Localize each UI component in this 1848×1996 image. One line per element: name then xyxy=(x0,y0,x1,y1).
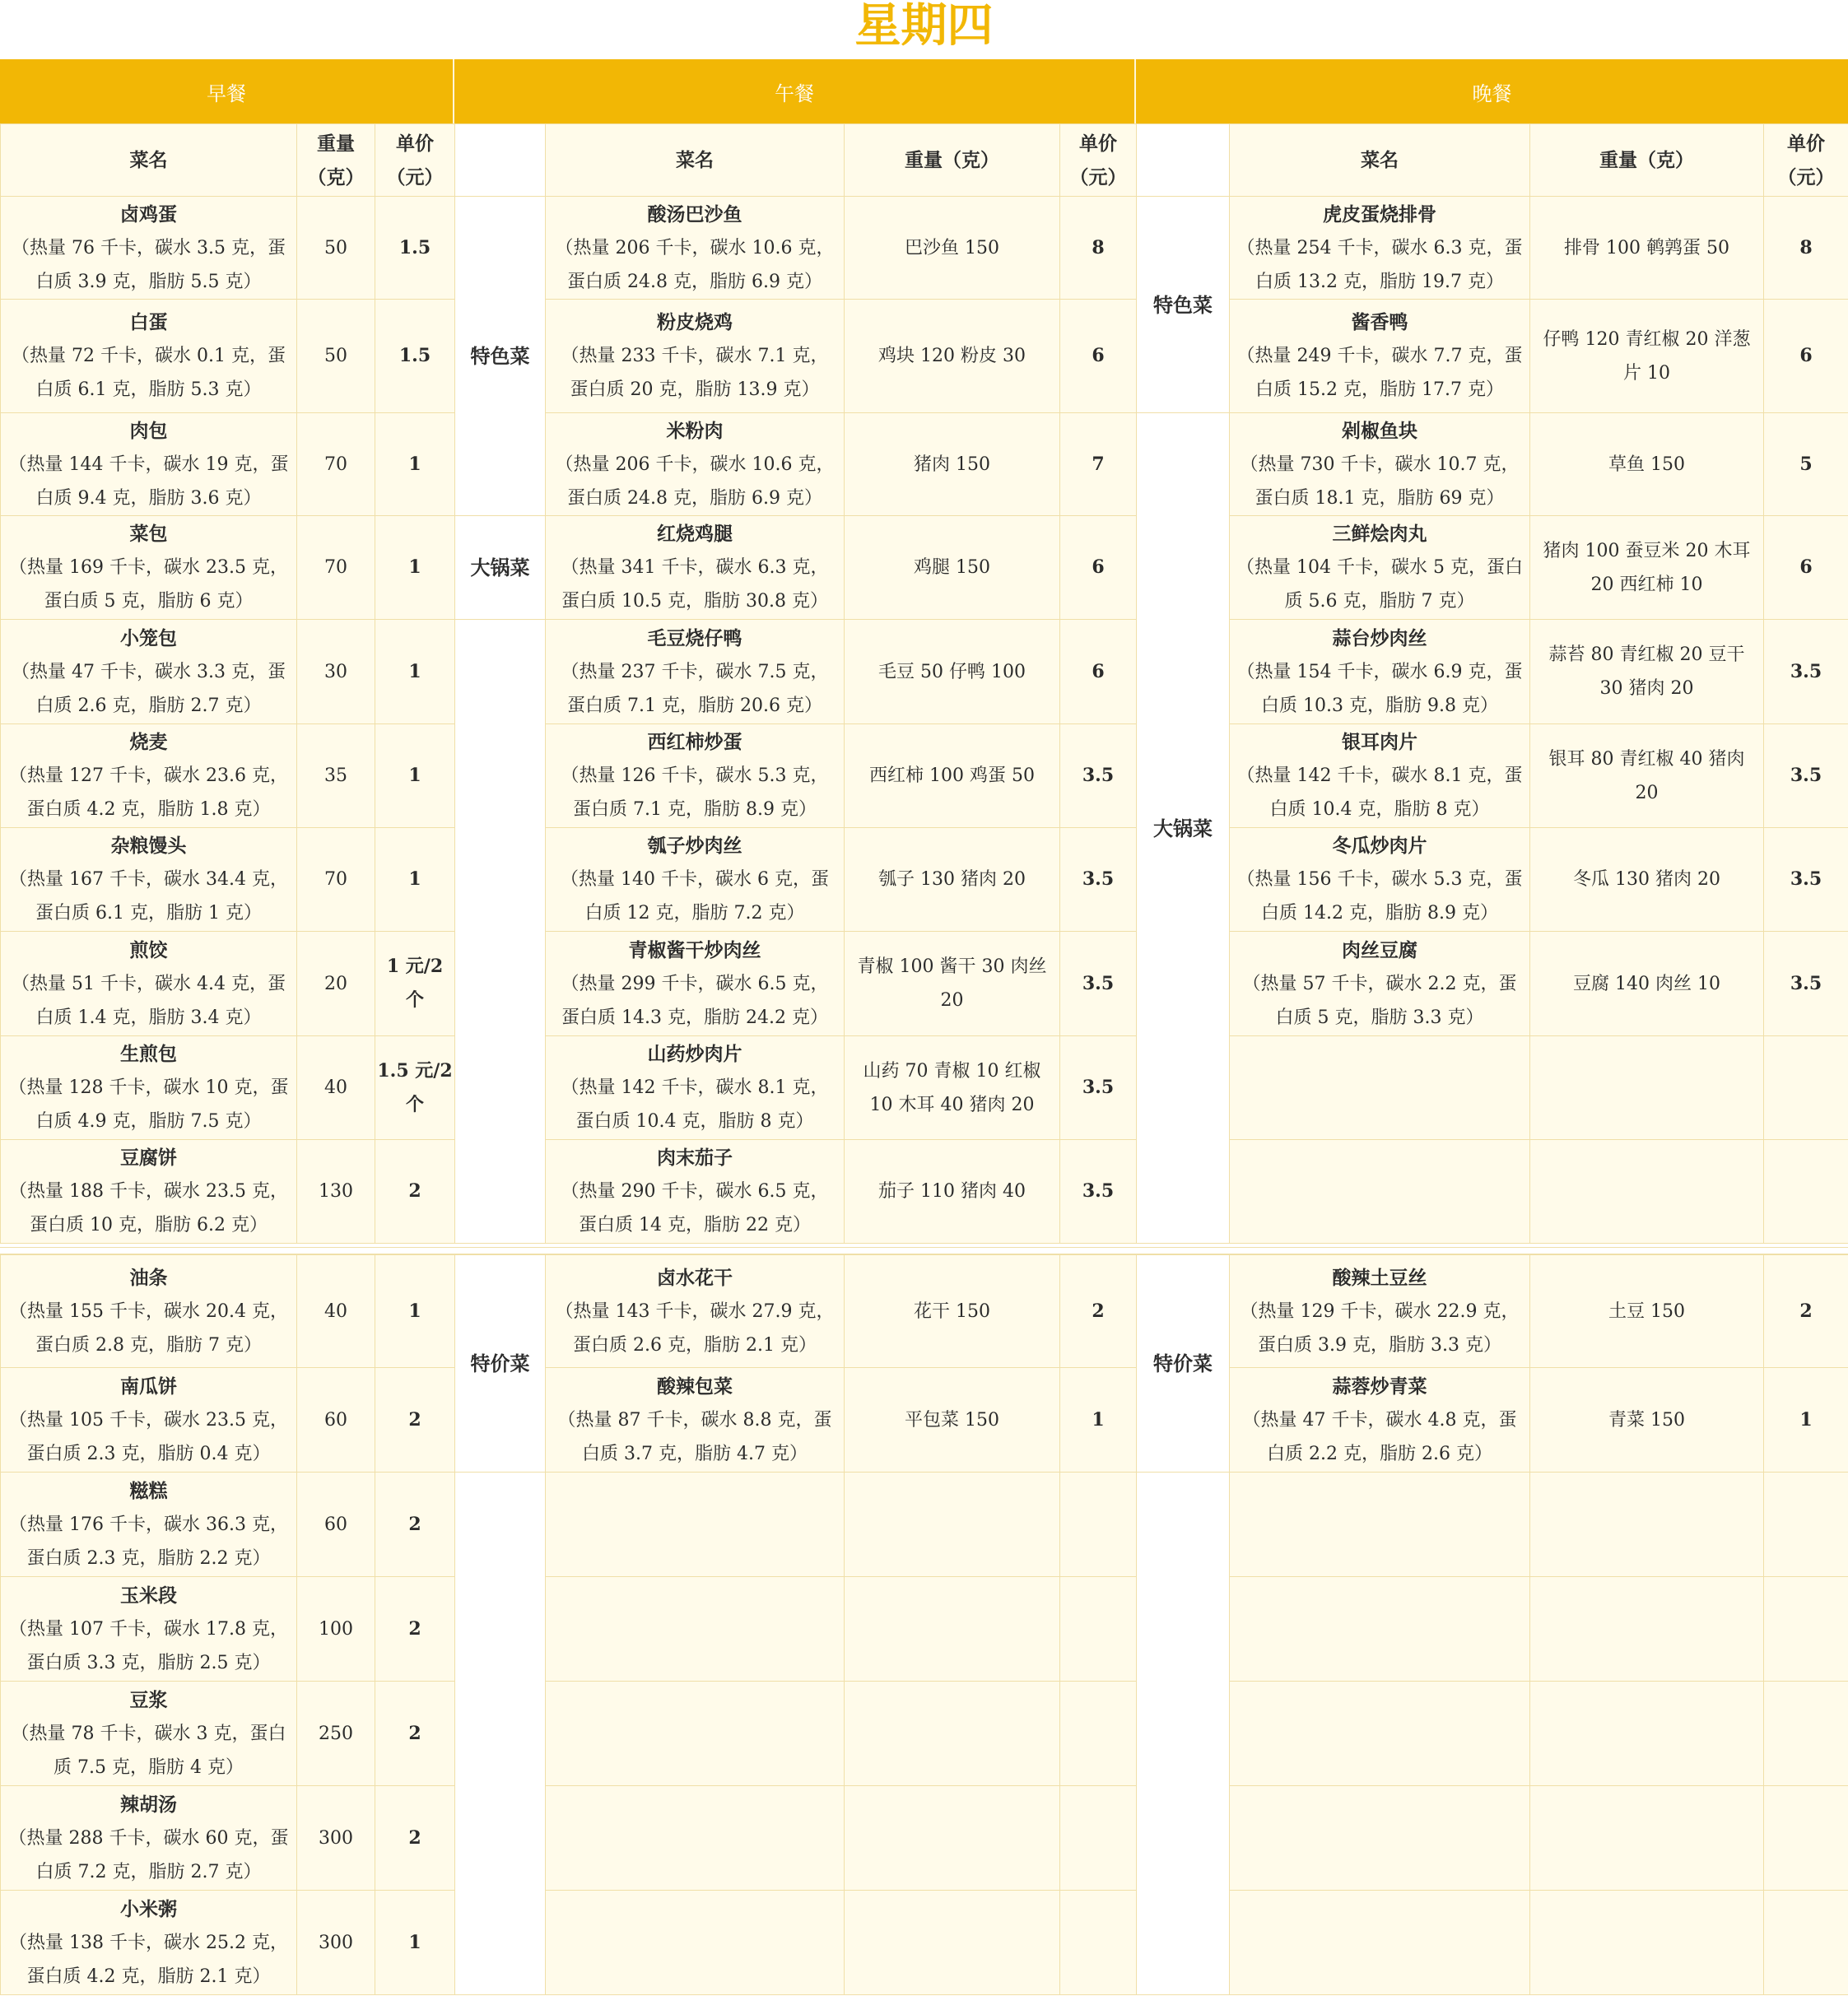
lunch-dish-name: 酸汤巴沙鱼 xyxy=(647,202,742,226)
lunch-weight: 巴沙鱼 150 xyxy=(845,197,1060,300)
lunch-price xyxy=(1060,1891,1137,1995)
lunch-weight: 猪肉 150 xyxy=(845,413,1060,516)
lunch-dish-cell xyxy=(546,1368,845,1473)
table-row xyxy=(1,516,1848,620)
dinner-weight: 仔鸭 120 青红椒 20 洋葱片 10 xyxy=(1530,300,1764,413)
dinner-dish-cell xyxy=(1230,724,1530,828)
breakfast-dish-name: 菜包 xyxy=(129,523,168,545)
breakfast-dish-nutrition: （热量 288 千卡，碳水 60 克，蛋白质 7.2 克，脂肪 2.7 克） xyxy=(8,1827,289,1882)
breakfast-dish-name: 辣胡汤 xyxy=(120,1793,177,1816)
breakfast-dish-name: 烧麦 xyxy=(129,731,168,753)
lunch-dish-name: 粉皮烧鸡 xyxy=(657,311,733,333)
lunch-dish-nutrition: （热量 206 千卡，碳水 10.6 克，蛋白质 24.8 克，脂肪 6.9 克） xyxy=(555,237,835,292)
breakfast-price: 1 xyxy=(375,1891,455,1995)
dinner-price: 8 xyxy=(1764,197,1848,300)
lunch-price xyxy=(1060,1786,1137,1891)
dinner-dish-name: 蒜台炒肉丝 xyxy=(1332,626,1427,649)
lunch-dish-nutrition: （热量 237 千卡，碳水 7.5 克，蛋白质 7.1 克，脂肪 20.6 克） xyxy=(561,661,829,716)
dinner-price: 3.5 xyxy=(1764,932,1848,1036)
breakfast-dish-cell xyxy=(1,1577,297,1682)
dinner-dish-nutrition: （热量 47 千卡，碳水 4.8 克，蛋白质 2.2 克，脂肪 2.6 克） xyxy=(1242,1409,1517,1464)
breakfast-dish-cell xyxy=(1,1473,297,1577)
breakfast-weight: 35 xyxy=(297,724,375,828)
menu-table-discount xyxy=(0,1254,1848,1995)
lunch-dish-name: 卤水花干 xyxy=(657,1266,733,1289)
dinner-weight xyxy=(1530,1473,1764,1577)
table-row xyxy=(1,620,1848,724)
dinner-weight xyxy=(1530,1786,1764,1891)
breakfast-dish-name: 糍糕 xyxy=(129,1479,168,1502)
dinner-dish-name: 冬瓜炒肉片 xyxy=(1332,835,1427,857)
breakfast-price: 2 xyxy=(375,1473,455,1577)
breakfast-dish-nutrition: （热量 127 千卡，碳水 23.6 克，蛋白质 4.2 克，脂肪 1.8 克） xyxy=(9,765,288,820)
breakfast-dish-cell xyxy=(1,516,297,620)
breakfast-dish-name: 杂粮馒头 xyxy=(110,835,187,857)
dinner-price: 3.5 xyxy=(1764,620,1848,724)
breakfast-weight: 40 xyxy=(297,1036,375,1140)
breakfast-dish-name: 肉包 xyxy=(129,419,168,442)
lunch-dish-cell xyxy=(546,1682,845,1786)
dinner-price: 3.5 xyxy=(1764,724,1848,828)
dinner-dish-nutrition: （热量 254 千卡，碳水 6.3 克，蛋白质 13.2 克，脂肪 19.7 克） xyxy=(1236,237,1523,292)
dinner-weight: 猪肉 100 蚕豆米 20 木耳 20 西红柿 10 xyxy=(1530,516,1764,620)
dinner-weight: 青菜 150 xyxy=(1530,1368,1764,1473)
table-row xyxy=(1,1140,1848,1244)
dinner-dish-name: 银耳肉片 xyxy=(1342,731,1417,753)
dinner-dish-cell xyxy=(1230,300,1530,413)
breakfast-weight: 300 xyxy=(297,1786,375,1891)
breakfast-price: 2 xyxy=(375,1786,455,1891)
dinner-category-header xyxy=(1137,124,1230,197)
dinner-price xyxy=(1764,1140,1848,1244)
dinner-dish-nutrition: （热量 154 千卡，碳水 6.9 克，蛋白质 10.3 克，脂肪 9.8 克） xyxy=(1236,661,1523,716)
breakfast-dish-name: 卤鸡蛋 xyxy=(120,202,177,226)
section-divider xyxy=(0,1247,1848,1254)
breakfast-price: 2 xyxy=(375,1577,455,1682)
lunch-dish-name: 毛豆烧仔鸭 xyxy=(647,626,742,649)
lunch-dish-cell xyxy=(546,724,845,828)
lunch-dish-cell xyxy=(546,1473,845,1577)
dinner-dish-cell xyxy=(1230,1682,1530,1786)
dinner-price: 3.5 xyxy=(1764,828,1848,932)
dinner-weight: 草鱼 150 xyxy=(1530,413,1764,516)
breakfast-dish-nutrition: （热量 76 千卡，碳水 3.5 克，蛋白质 3.9 克，脂肪 5.5 克） xyxy=(12,237,286,292)
lunch-dish-nutrition: （热量 233 千卡，碳水 7.1 克，蛋白质 20 克，脂肪 13.9 克） xyxy=(561,346,829,400)
table-row xyxy=(1,1577,1848,1682)
lunch-dish-nutrition: （热量 140 千卡，碳水 6 克，蛋白质 12 克，脂肪 7.2 克） xyxy=(561,869,829,924)
table-row xyxy=(1,724,1848,828)
lunch-price: 6 xyxy=(1060,516,1137,620)
lunch-price xyxy=(1060,1473,1137,1577)
breakfast-dish-cell xyxy=(1,932,297,1036)
table-row xyxy=(1,413,1848,516)
lunch-weight: 鸡腿 150 xyxy=(845,516,1060,620)
dinner-dish-name: 蒜蓉炒青菜 xyxy=(1332,1375,1427,1398)
dinner-weight: 豆腐 140 肉丝 10 xyxy=(1530,932,1764,1036)
dinner-dish-nutrition: （热量 104 千卡，碳水 5 克，蛋白质 5.6 克，脂肪 7 克） xyxy=(1236,557,1523,612)
dinner-dish-nutrition: （热量 142 千卡，碳水 8.1 克，蛋白质 10.4 克，脂肪 8 克） xyxy=(1236,765,1523,820)
breakfast-dish-cell xyxy=(1,1891,297,1995)
breakfast-dish-cell xyxy=(1,197,297,300)
breakfast-dish-name: 玉米段 xyxy=(120,1584,177,1607)
dinner-dish-cell xyxy=(1230,1255,1530,1368)
lunch-dish-cell xyxy=(546,1036,845,1140)
lunch-weight: 茄子 110 猪肉 40 xyxy=(845,1140,1060,1244)
breakfast-weight: 130 xyxy=(297,1140,375,1244)
dinner-dish-nutrition: （热量 730 千卡，碳水 10.7 克，蛋白质 18.1 克，脂肪 69 克） xyxy=(1240,454,1520,509)
lunch-weight-header: 重量（克） xyxy=(845,124,1060,197)
dinner-weight-header: 重量（克） xyxy=(1530,124,1764,197)
dinner-price: 5 xyxy=(1764,413,1848,516)
lunch-dish-nutrition: （热量 87 千卡，碳水 8.8 克，蛋白质 3.7 克，脂肪 4.7 克） xyxy=(557,1409,832,1464)
breakfast-price: 1.5 xyxy=(375,300,455,413)
dinner-dish-name: 剁椒鱼块 xyxy=(1342,419,1417,442)
lunch-dish-header: 菜名 xyxy=(546,124,845,197)
column-header-row xyxy=(1,124,1848,197)
table-row xyxy=(1,197,1848,300)
dinner-weight: 土豆 150 xyxy=(1530,1255,1764,1368)
dinner-price xyxy=(1764,1473,1848,1577)
dinner-dish-name: 酱香鸭 xyxy=(1351,311,1408,333)
breakfast-dish-nutrition: （热量 78 千卡，碳水 3 克，蛋白质 7.5 克，脂肪 4 克） xyxy=(11,1723,286,1778)
table-row xyxy=(1,1473,1848,1577)
lunch-dish-nutrition: （热量 143 千卡，碳水 27.9 克，蛋白质 2.6 克，脂肪 2.1 克） xyxy=(555,1300,835,1356)
breakfast-dish-nutrition: （热量 72 千卡，碳水 0.1 克，蛋白质 6.1 克，脂肪 5.3 克） xyxy=(12,346,286,400)
dinner-dish-nutrition: （热量 156 千卡，碳水 5.3 克，蛋白质 14.2 克，脂肪 8.9 克） xyxy=(1236,869,1523,924)
breakfast-price: 2 xyxy=(375,1682,455,1786)
lunch-dish-name: 酸辣包菜 xyxy=(657,1375,733,1398)
dinner-weight: 冬瓜 130 猪肉 20 xyxy=(1530,828,1764,932)
dinner-dish-cell xyxy=(1230,828,1530,932)
breakfast-dish-nutrition: （热量 51 千卡，碳水 4.4 克，蛋白质 1.4 克，脂肪 3.4 克） xyxy=(12,973,286,1028)
breakfast-header: 早餐 xyxy=(0,59,454,123)
breakfast-price: 1 xyxy=(375,516,455,620)
page-title: 星期四 xyxy=(854,0,994,53)
table-row xyxy=(1,932,1848,1036)
lunch-dish-nutrition: （热量 290 千卡，碳水 6.5 克，蛋白质 14 克，脂肪 22 克） xyxy=(561,1181,829,1235)
lunch-category-blank xyxy=(455,1473,546,1995)
breakfast-weight: 250 xyxy=(297,1682,375,1786)
breakfast-weight: 20 xyxy=(297,932,375,1036)
lunch-weight: 鸡块 120 粉皮 30 xyxy=(845,300,1060,413)
breakfast-dish-nutrition: （热量 188 千卡，碳水 23.5 克，蛋白质 10 克，脂肪 6.2 克） xyxy=(9,1181,288,1235)
lunch-dish-cell xyxy=(546,932,845,1036)
breakfast-dish-cell xyxy=(1,828,297,932)
lunch-price: 1 xyxy=(1060,1368,1137,1473)
lunch-weight xyxy=(845,1891,1060,1995)
lunch-dish-name: 瓠子炒肉丝 xyxy=(647,835,742,857)
table-row xyxy=(1,1682,1848,1786)
dinner-dish-cell xyxy=(1230,516,1530,620)
lunch-dish-nutrition: （热量 341 千卡，碳水 6.3 克，蛋白质 10.5 克，脂肪 30.8 克） xyxy=(561,557,829,612)
lunch-price: 3.5 xyxy=(1060,1036,1137,1140)
table-row xyxy=(1,300,1848,413)
lunch-dish-cell xyxy=(546,197,845,300)
lunch-category-bigpot: 大锅菜 xyxy=(455,516,546,620)
breakfast-dish-nutrition: （热量 144 千卡，碳水 19 克，蛋白质 9.4 克，脂肪 3.6 克） xyxy=(8,454,289,509)
lunch-dish-nutrition: （热量 126 千卡，碳水 5.3 克，蛋白质 7.1 克，脂肪 8.9 克） xyxy=(561,765,829,820)
dinner-dish-nutrition: （热量 249 千卡，碳水 7.7 克，蛋白质 15.2 克，脂肪 17.7 克） xyxy=(1236,346,1523,400)
breakfast-dish-name: 油条 xyxy=(129,1266,168,1289)
breakfast-price-header: 单价（元） xyxy=(375,124,455,197)
breakfast-dish-nutrition: （热量 155 千卡，碳水 20.4 克，蛋白质 2.8 克，脂肪 7 克） xyxy=(9,1300,288,1356)
lunch-dish-cell xyxy=(546,1255,845,1368)
breakfast-dish-name: 煎饺 xyxy=(129,938,168,961)
lunch-dish-cell xyxy=(546,1577,845,1682)
breakfast-weight: 50 xyxy=(297,300,375,413)
lunch-dish-cell xyxy=(546,300,845,413)
dinner-price xyxy=(1764,1682,1848,1786)
dinner-weight xyxy=(1530,1140,1764,1244)
lunch-header: 午餐 xyxy=(454,59,1136,123)
dinner-dish-cell xyxy=(1230,620,1530,724)
dinner-category-bigpot: 大锅菜 xyxy=(1137,413,1230,1244)
dinner-dish-name: 酸辣土豆丝 xyxy=(1332,1266,1427,1289)
breakfast-price: 2 xyxy=(375,1140,455,1244)
dinner-dish-cell xyxy=(1230,1140,1530,1244)
lunch-price: 7 xyxy=(1060,413,1137,516)
breakfast-dish-nutrition: （热量 138 千卡，碳水 25.2 克，蛋白质 4.2 克，脂肪 2.1 克） xyxy=(9,1932,288,1987)
dinner-header: 晚餐 xyxy=(1136,59,1848,123)
menu-table-main xyxy=(0,123,1848,1244)
breakfast-weight: 40 xyxy=(297,1255,375,1368)
breakfast-dish-name: 小笼包 xyxy=(120,626,177,649)
breakfast-dish-name: 豆腐饼 xyxy=(120,1147,177,1169)
dinner-dish-cell xyxy=(1230,1473,1530,1577)
dinner-weight xyxy=(1530,1036,1764,1140)
table-row xyxy=(1,828,1848,932)
lunch-category-discount: 特价菜 xyxy=(455,1255,546,1473)
breakfast-dish-name: 白蛋 xyxy=(129,311,168,333)
lunch-price: 3.5 xyxy=(1060,1140,1137,1244)
lunch-price: 3.5 xyxy=(1060,828,1137,932)
lunch-price xyxy=(1060,1577,1137,1682)
dinner-price xyxy=(1764,1036,1848,1140)
breakfast-price: 1 xyxy=(375,828,455,932)
lunch-dish-cell xyxy=(546,1891,845,1995)
breakfast-weight: 60 xyxy=(297,1368,375,1473)
lunch-weight xyxy=(845,1682,1060,1786)
breakfast-dish-cell xyxy=(1,413,297,516)
dinner-price: 1 xyxy=(1764,1368,1848,1473)
lunch-category-blank xyxy=(455,620,546,1244)
dinner-dish-cell xyxy=(1230,1577,1530,1682)
lunch-category-special: 特色菜 xyxy=(455,197,546,516)
breakfast-weight-header: 重量（克） xyxy=(297,124,375,197)
breakfast-dish-name: 小米粥 xyxy=(120,1897,177,1920)
dinner-dish-name: 三鲜烩肉丸 xyxy=(1332,523,1427,545)
lunch-weight: 平包菜 150 xyxy=(845,1368,1060,1473)
lunch-weight: 山药 70 青椒 10 红椒 10 木耳 40 猪肉 20 xyxy=(845,1036,1060,1140)
dinner-weight xyxy=(1530,1682,1764,1786)
breakfast-dish-cell xyxy=(1,620,297,724)
lunch-dish-name: 肉末茄子 xyxy=(657,1147,733,1169)
breakfast-price: 1 xyxy=(375,1255,455,1368)
dinner-price xyxy=(1764,1891,1848,1995)
dinner-dish-cell xyxy=(1230,197,1530,300)
dinner-dish-cell xyxy=(1230,1891,1530,1995)
breakfast-price: 1.5 xyxy=(375,197,455,300)
dinner-dish-name: 肉丝豆腐 xyxy=(1342,938,1417,961)
lunch-price: 6 xyxy=(1060,620,1137,724)
dinner-dish-nutrition: （热量 129 千卡，碳水 22.9 克，蛋白质 3.9 克，脂肪 3.3 克） xyxy=(1240,1300,1520,1356)
table-row xyxy=(1,1255,1848,1368)
breakfast-dish-cell xyxy=(1,1682,297,1786)
lunch-dish-name: 西红柿炒蛋 xyxy=(647,731,742,753)
breakfast-dish-cell xyxy=(1,300,297,413)
table-row xyxy=(1,1891,1848,1995)
breakfast-price: 1 xyxy=(375,620,455,724)
breakfast-dish-nutrition: （热量 107 千卡，碳水 17.8 克，蛋白质 3.3 克，脂肪 2.5 克） xyxy=(9,1618,288,1673)
lunch-price: 2 xyxy=(1060,1255,1137,1368)
lunch-weight xyxy=(845,1577,1060,1682)
breakfast-price: 1.5 元/2 个 xyxy=(375,1036,455,1140)
breakfast-dish-cell xyxy=(1,1255,297,1368)
lunch-dish-cell xyxy=(546,413,845,516)
lunch-dish-nutrition: （热量 299 千卡，碳水 6.5 克，蛋白质 14.3 克，脂肪 24.2 克） xyxy=(561,973,829,1028)
lunch-weight xyxy=(845,1786,1060,1891)
dinner-price: 6 xyxy=(1764,516,1848,620)
lunch-category-header xyxy=(455,124,546,197)
lunch-dish-cell xyxy=(546,1786,845,1891)
breakfast-weight: 30 xyxy=(297,620,375,724)
breakfast-price: 1 xyxy=(375,724,455,828)
lunch-dish-name: 山药炒肉片 xyxy=(647,1043,742,1065)
table-row xyxy=(1,1368,1848,1473)
dinner-weight xyxy=(1530,1577,1764,1682)
breakfast-dish-name: 豆浆 xyxy=(129,1688,168,1711)
breakfast-weight: 60 xyxy=(297,1473,375,1577)
dinner-dish-cell xyxy=(1230,1036,1530,1140)
breakfast-dish-cell xyxy=(1,1786,297,1891)
dinner-dish-cell xyxy=(1230,1786,1530,1891)
lunch-dish-cell xyxy=(546,516,845,620)
dinner-price: 2 xyxy=(1764,1255,1848,1368)
lunch-weight: 瓠子 130 猪肉 20 xyxy=(845,828,1060,932)
dinner-category-discount: 特价菜 xyxy=(1137,1255,1230,1473)
breakfast-price: 1 元/2 个 xyxy=(375,932,455,1036)
dinner-dish-cell xyxy=(1230,413,1530,516)
breakfast-dish-name: 生煎包 xyxy=(120,1043,177,1065)
table-row xyxy=(1,1036,1848,1140)
breakfast-weight: 70 xyxy=(297,413,375,516)
breakfast-dish-nutrition: （热量 169 千卡，碳水 23.5 克，蛋白质 5 克，脂肪 6 克） xyxy=(9,557,288,612)
lunch-dish-name: 青椒酱干炒肉丝 xyxy=(628,938,761,961)
breakfast-price: 2 xyxy=(375,1368,455,1473)
breakfast-dish-cell xyxy=(1,1036,297,1140)
breakfast-dish-header: 菜名 xyxy=(1,124,297,197)
lunch-dish-cell xyxy=(546,1140,845,1244)
breakfast-weight: 70 xyxy=(297,828,375,932)
dinner-category-blank xyxy=(1137,1473,1230,1995)
breakfast-dish-nutrition: （热量 128 千卡，碳水 10 克，蛋白质 4.9 克，脂肪 7.5 克） xyxy=(8,1077,289,1132)
breakfast-price: 1 xyxy=(375,413,455,516)
dinner-price xyxy=(1764,1577,1848,1682)
lunch-price xyxy=(1060,1682,1137,1786)
breakfast-dish-nutrition: （热量 105 千卡，碳水 23.5 克，蛋白质 2.3 克，脂肪 0.4 克） xyxy=(9,1409,288,1464)
dinner-weight: 银耳 80 青红椒 40 猪肉 20 xyxy=(1530,724,1764,828)
breakfast-weight: 70 xyxy=(297,516,375,620)
lunch-weight xyxy=(845,1473,1060,1577)
lunch-weight: 西红柿 100 鸡蛋 50 xyxy=(845,724,1060,828)
breakfast-weight: 100 xyxy=(297,1577,375,1682)
lunch-dish-cell xyxy=(546,828,845,932)
lunch-dish-nutrition: （热量 206 千卡，碳水 10.6 克，蛋白质 24.8 克，脂肪 6.9 克） xyxy=(555,454,835,509)
dinner-dish-cell xyxy=(1230,1368,1530,1473)
dinner-weight: 蒜苔 80 青红椒 20 豆干 30 猪肉 20 xyxy=(1530,620,1764,724)
dinner-category-special: 特色菜 xyxy=(1137,197,1230,413)
breakfast-dish-nutrition: （热量 47 千卡，碳水 3.3 克，蛋白质 2.6 克，脂肪 2.7 克） xyxy=(12,661,286,716)
breakfast-weight: 300 xyxy=(297,1891,375,1995)
lunch-dish-nutrition: （热量 142 千卡，碳水 8.1 克，蛋白质 10.4 克，脂肪 8 克） xyxy=(561,1077,829,1132)
lunch-weight: 毛豆 50 仔鸭 100 xyxy=(845,620,1060,724)
dinner-price: 6 xyxy=(1764,300,1848,413)
dinner-weight: 排骨 100 鹌鹑蛋 50 xyxy=(1530,197,1764,300)
lunch-price: 6 xyxy=(1060,300,1137,413)
lunch-price: 3.5 xyxy=(1060,724,1137,828)
lunch-dish-name: 红烧鸡腿 xyxy=(657,523,733,545)
breakfast-dish-nutrition: （热量 176 千卡，碳水 36.3 克，蛋白质 2.3 克，脂肪 2.2 克） xyxy=(9,1514,288,1569)
breakfast-dish-name: 南瓜饼 xyxy=(120,1375,177,1398)
lunch-price-header: 单价（元） xyxy=(1060,124,1137,197)
dinner-dish-header: 菜名 xyxy=(1230,124,1530,197)
breakfast-dish-cell xyxy=(1,1140,297,1244)
lunch-weight: 花干 150 xyxy=(845,1255,1060,1368)
lunch-dish-name: 米粉肉 xyxy=(666,419,724,442)
lunch-dish-cell xyxy=(546,620,845,724)
breakfast-dish-cell xyxy=(1,724,297,828)
dinner-price xyxy=(1764,1786,1848,1891)
lunch-weight: 青椒 100 酱干 30 肉丝 20 xyxy=(845,932,1060,1036)
table-row xyxy=(1,1786,1848,1891)
dinner-dish-name: 虎皮蛋烧排骨 xyxy=(1323,202,1436,226)
breakfast-dish-nutrition: （热量 167 千卡，碳水 34.4 克，蛋白质 6.1 克，脂肪 1 克） xyxy=(9,869,288,924)
dinner-price-header: 单价（元） xyxy=(1764,124,1848,197)
lunch-price: 8 xyxy=(1060,197,1137,300)
lunch-price: 3.5 xyxy=(1060,932,1137,1036)
dinner-dish-cell xyxy=(1230,932,1530,1036)
breakfast-dish-cell xyxy=(1,1368,297,1473)
dinner-weight xyxy=(1530,1891,1764,1995)
breakfast-weight: 50 xyxy=(297,197,375,300)
dinner-dish-nutrition: （热量 57 千卡，碳水 2.2 克，蛋白质 5 克，脂肪 3.3 克） xyxy=(1242,973,1517,1028)
